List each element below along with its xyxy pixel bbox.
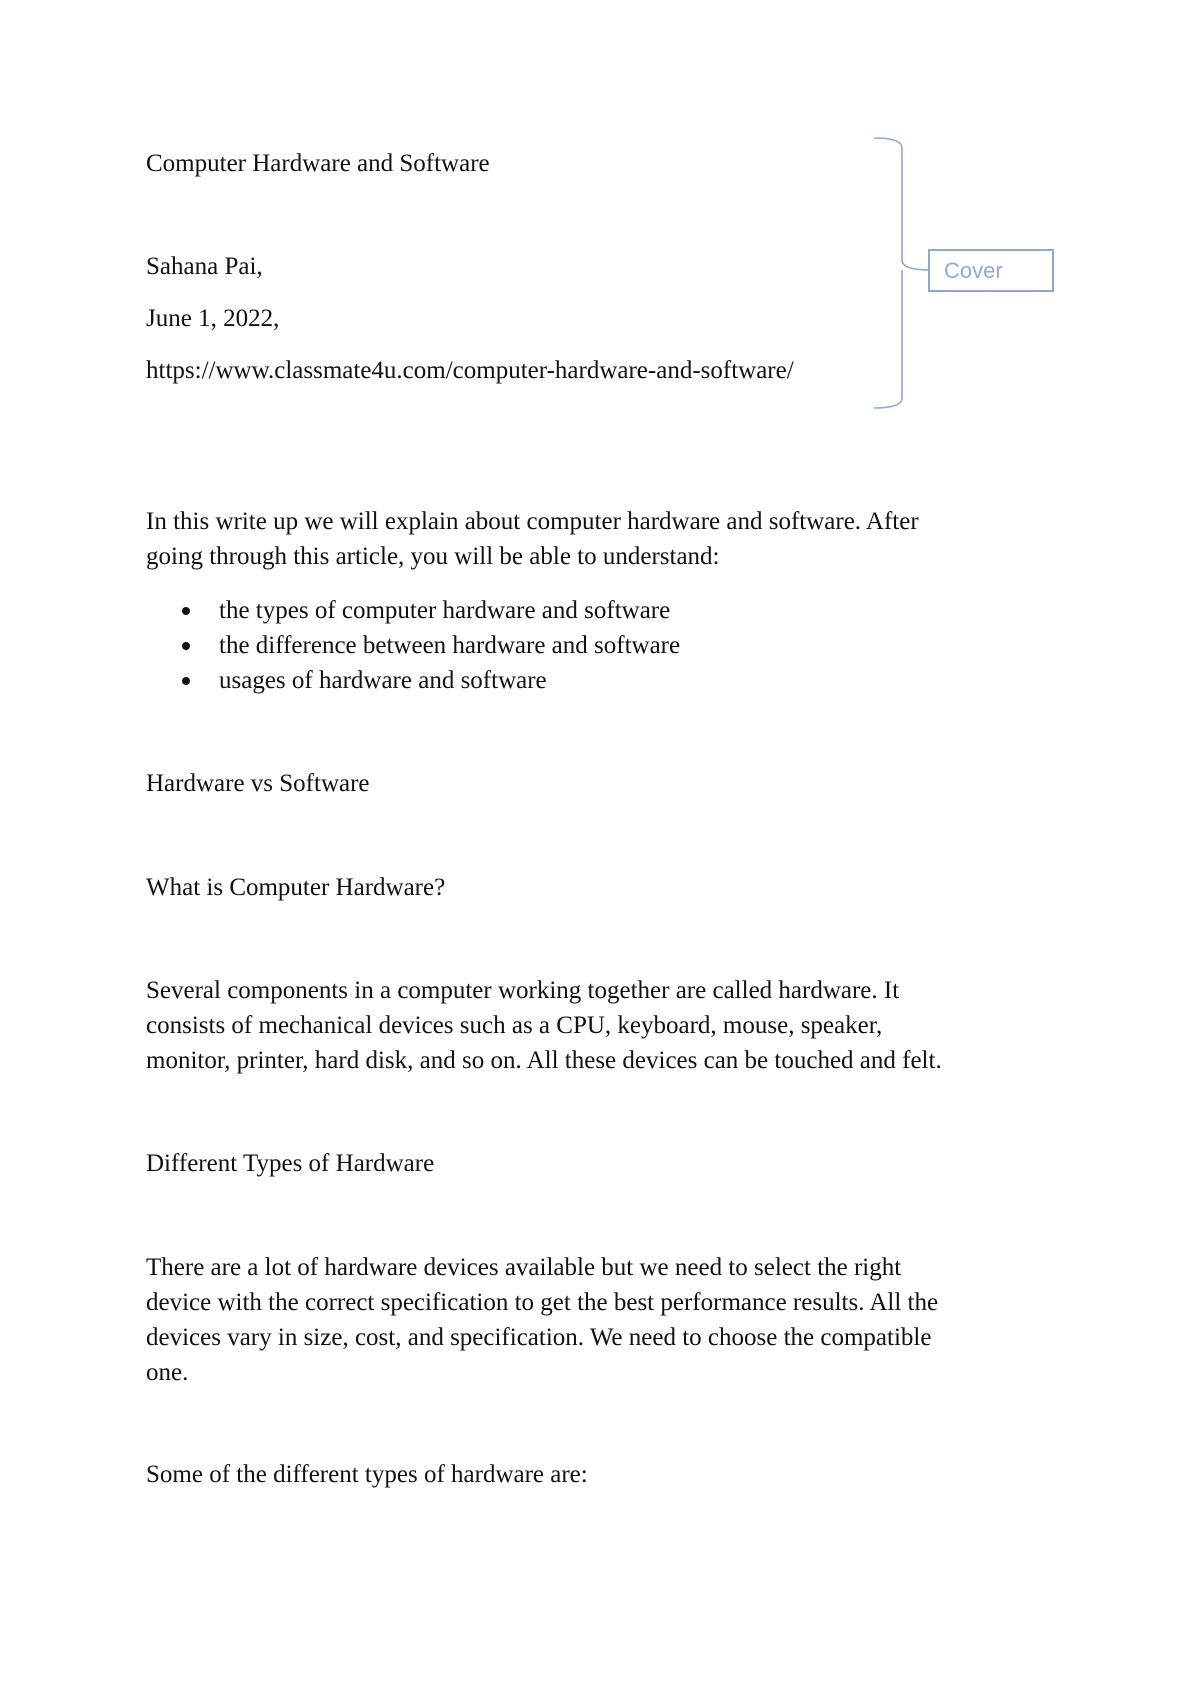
paragraph-line: device with the correct specification to get the best performance results. All the bbox=[146, 1289, 939, 1316]
intro-line: In this write up we will explain about computer hardware and software. After bbox=[146, 508, 919, 535]
source-url[interactable]: https://www.classmate4u.com/computer-hardware-and-software/ bbox=[146, 357, 794, 384]
document-title: Computer Hardware and Software bbox=[146, 150, 490, 177]
heading-hardware-vs-software: Hardware vs Software bbox=[146, 770, 370, 797]
bullet-icon bbox=[182, 642, 190, 650]
date-line: June 1, 2022, bbox=[146, 305, 280, 332]
list-item bbox=[146, 593, 680, 628]
list-item bbox=[146, 628, 680, 663]
components-paragraph bbox=[146, 973, 1066, 1078]
comment-bracket bbox=[872, 136, 932, 410]
intro-line: going through this article, you will be able to understand: bbox=[146, 543, 720, 570]
intro-paragraph bbox=[146, 504, 1066, 574]
devices-paragraph bbox=[146, 1250, 1066, 1390]
comment-box[interactable]: Cover bbox=[928, 249, 1054, 292]
paragraph-line: consists of mechanical devices such as a CPU, keyboard, mouse, speaker, bbox=[146, 1012, 883, 1039]
author-line: Sahana Pai, bbox=[146, 253, 263, 280]
heading-types-of-hardware: Different Types of Hardware bbox=[146, 1150, 435, 1177]
paragraph-line: one. bbox=[146, 1359, 189, 1386]
list-item bbox=[146, 663, 680, 698]
list-item-text: the types of computer hardware and software bbox=[219, 597, 671, 624]
bullet-icon bbox=[182, 677, 190, 685]
paragraph-line: Several components in a computer working together are called hardware. It bbox=[146, 977, 900, 1004]
paragraph-line: devices vary in size, cost, and specification. We need to choose the compatible bbox=[146, 1324, 932, 1351]
heading-what-is-hardware: What is Computer Hardware? bbox=[146, 874, 446, 901]
list-item-text: usages of hardware and software bbox=[219, 667, 547, 694]
bullet-icon bbox=[182, 607, 190, 615]
paragraph-line: monitor, printer, hard disk, and so on. All these devices can be touched and felt. bbox=[146, 1047, 942, 1074]
list-item-text: the difference between hardware and software bbox=[219, 632, 681, 659]
objectives-list bbox=[146, 593, 680, 698]
some-types-line: Some of the different types of hardware are: bbox=[146, 1461, 588, 1488]
paragraph-line: There are a lot of hardware devices available but we need to select the right bbox=[146, 1254, 902, 1281]
